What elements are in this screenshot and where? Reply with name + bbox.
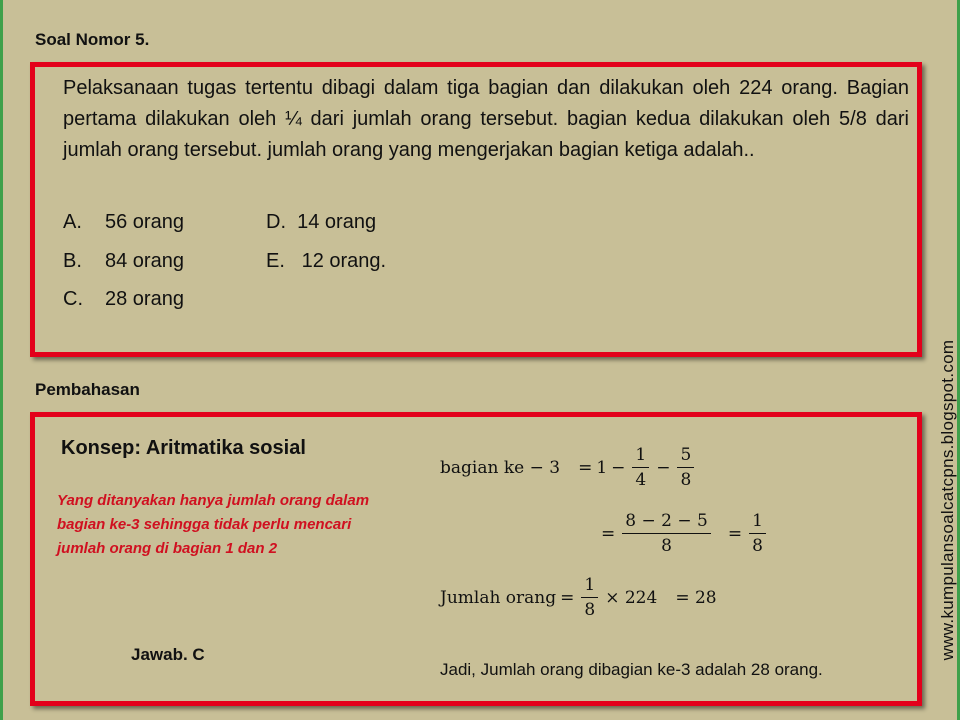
fraction-combined [622, 511, 711, 556]
option-c [63, 288, 184, 311]
watermark-url: www.kumpulansoalcatcpns.blogspot.com [938, 339, 957, 661]
option-letter: A. [63, 211, 82, 233]
question-text: Pelaksanaan tugas tertentu dibagi dalam tiga bagian dan dilakukan oleh 224 orang. Bagian pertama dilakukan oleh ¼ dari jumlah orang tersebut. bagian kedua dilakukan oleh 5/8 dari jumlah orang tersebut. jumlah orang yang mengerjakan bagian ketiga adalah.. [63, 77, 909, 161]
option-text: 14 orang [297, 211, 377, 233]
question-heading: Soal Nomor 5. [35, 30, 150, 49]
note-text: Yang ditanyakan hanya jumlah orang dalam bagian ke-3 sehingga tidak perlu mencari jumlah orang di bagian 1 dan 2 [57, 492, 370, 557]
option-letter: B. [63, 250, 82, 272]
fraction-numerator: 1 [632, 445, 649, 468]
fraction-denominator: 8 [584, 600, 596, 620]
fraction-one-eighth [581, 575, 598, 620]
option-text: 84 orang [105, 250, 184, 272]
option-b [63, 250, 184, 273]
equation-line-3 [440, 575, 717, 620]
fraction-denominator: 4 [635, 470, 647, 490]
fraction-numerator: 5 [677, 445, 694, 468]
option-text: 56 orang [105, 211, 184, 233]
option-e [266, 250, 386, 273]
answer-label: Jawab. C [131, 645, 205, 664]
equals-sign: = [727, 523, 743, 544]
fraction-denominator: 8 [680, 470, 692, 490]
option-text: 12 orang. [301, 250, 387, 272]
option-letter: C. [63, 288, 83, 310]
question-box [30, 62, 922, 357]
discussion-box [30, 412, 922, 706]
option-a [63, 211, 184, 234]
fraction-denominator: 8 [661, 536, 672, 556]
equals-sign: = [578, 457, 593, 478]
fraction-numerator: 1 [749, 511, 766, 534]
left-accent-bar [0, 0, 3, 720]
equation-line-1 [440, 445, 697, 490]
discussion-heading: Pembahasan [35, 380, 140, 399]
equation-label: bagian ke − 3 [440, 457, 561, 478]
concept-title: Konsep: Aritmatika sosial [61, 437, 306, 459]
fraction-five-eighths [677, 445, 694, 490]
fraction-one-eighth [749, 511, 766, 556]
option-letter: E. [266, 250, 285, 272]
equals-sign: = [560, 587, 575, 608]
option-d [266, 211, 376, 234]
equation-line-2 [597, 511, 769, 556]
fraction-one-quarter [632, 445, 649, 490]
equals-sign: = [601, 523, 616, 544]
option-letter: D. [266, 211, 286, 233]
fraction-numerator: 8 − 2 − 5 [622, 511, 711, 534]
times-224: × 224 [605, 587, 658, 608]
conclusion-text: Jadi, Jumlah orang dibagian ke-3 adalah 28 orang. [440, 660, 823, 679]
fraction-numerator: 1 [581, 575, 598, 598]
option-text: 28 orang [105, 288, 184, 310]
fraction-denominator: 8 [752, 536, 763, 556]
equation-one: 1 [596, 457, 608, 478]
equation-label: Jumlah orang [440, 587, 557, 608]
minus-sign: − [611, 457, 626, 478]
minus-sign: − [656, 457, 671, 478]
equation-result: = 28 [675, 587, 717, 608]
